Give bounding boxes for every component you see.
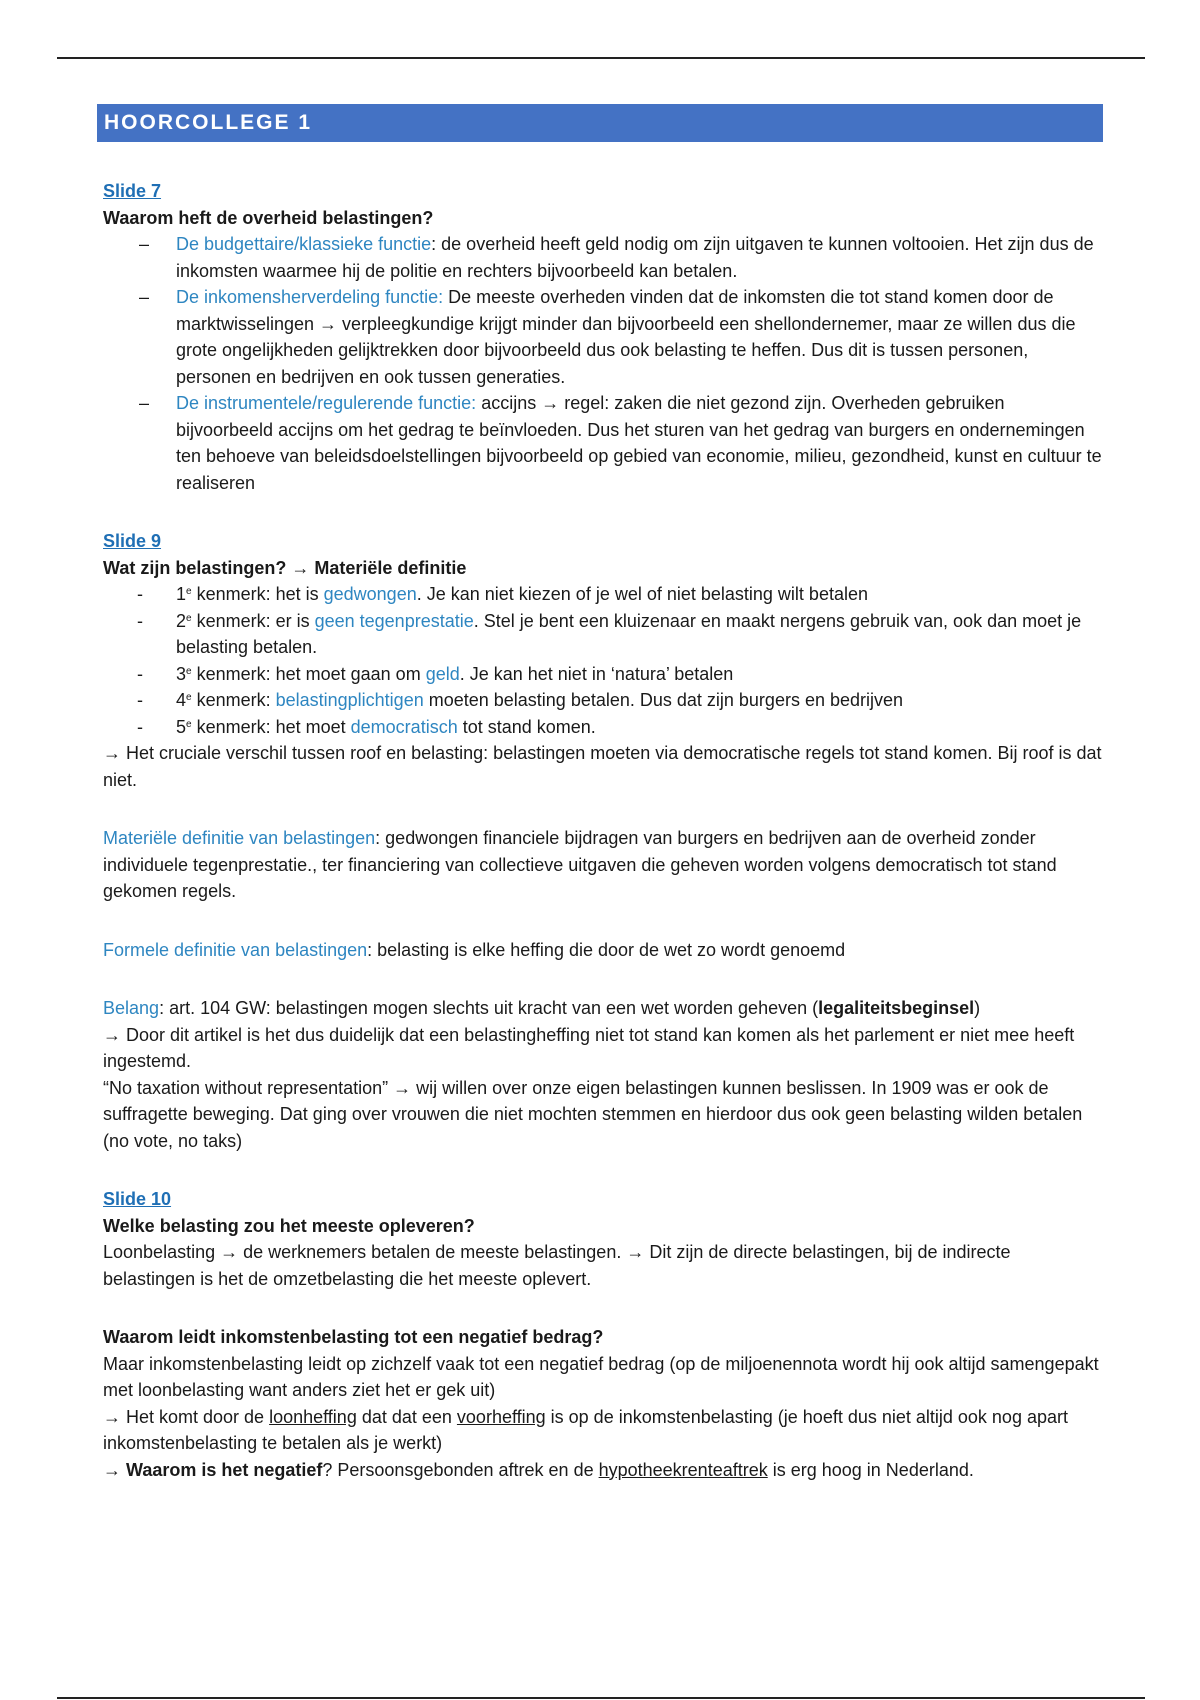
term: De inkomensherverdeling functie: [176, 287, 444, 307]
slide-10-section [103, 1186, 1103, 1483]
list-item: - 4e kenmerk: belastingplichtigen moeten belasting betalen. Dus dat zijn burgers en bedrijven [137, 690, 904, 710]
dash-bullet: – [139, 287, 150, 307]
slide-7-question: Waarom heft de overheid belastingen? [103, 207, 434, 228]
slide-7-link[interactable]: Slide 7 [103, 181, 162, 201]
list-item [103, 390, 1103, 496]
slide-10-question-2: Waarom leidt inkomstenbelasting tot een negatief bedrag? [103, 1327, 604, 1347]
slide-9-question: Wat zijn belastingen? → Materiële definitie [103, 557, 467, 578]
slide-7-section [103, 178, 1103, 496]
term: democratisch [350, 716, 458, 737]
materiele-definitie-paragraph: Materiële definitie van belastingen: gedwongen financiele bijdragen van burgers en bedrijven aan de overheid zonder individuele tegenprestatie., ter financiering van collectieve uitgaven die geheven worden volgens democratisch tot stand gekomen regels. [103, 828, 1057, 901]
slide-10-paragraph-3: → Waarom is het negatief? Persoonsgebonden aftrek en de hypotheekrenteaftrek is erg hoog in Nederland. [103, 1459, 974, 1480]
term: De budgettaire/klassieke functie [176, 234, 432, 254]
slide-10-paragraph-2: → Het komt door de loonheffing dat dat een voorheffing is op de inkomstenbelasting (je hoeft dus niet altijd ook nog apart inkomstenbelasting te betalen als je werkt) [103, 1406, 1068, 1453]
section-banner: HOORCOLLEGE 1 [97, 104, 1103, 142]
term: gedwongen [323, 584, 417, 604]
slide-9-link[interactable]: Slide 9 [103, 531, 162, 551]
list-item [103, 284, 1103, 390]
dash-bullet: – [139, 393, 150, 413]
list-item: - 5e kenmerk: het moet democratisch tot stand komen. [137, 716, 596, 737]
slide-9-section [103, 528, 1103, 1154]
item-text: De meeste overheden vinden dat de inkomsten die tot stand komen door de marktwisselingen → verpleegkundige krijgt minder dan bijvoorbeeld een shellondernemer, maar ze willen dus die grote ongelijkheden gelijktrekken door bijvoorbeeld dus ook belasting te heffen. Dus dit is tussen personen, personen en bedrijven en ook tussen generaties. [176, 287, 1076, 387]
list-item: - 3e kenmerk: het moet gaan om geld. Je kan het niet in ‘natura’ betalen [137, 663, 734, 684]
belang-line-3: “No taxation without representation” → wij willen over onze eigen belastingen kunnen beslissen. In 1909 was er ook de suffragette beweging. Dat ging over vrouwen die niet mochten stemmen en hierdoor dus ook geen belasting wilden betalen (no vote, no taks) [103, 1077, 1083, 1151]
list-item: - 1e kenmerk: het is gedwongen. Je kan niet kiezen of je wel of niet belasting wilt betalen [137, 584, 868, 604]
term: belastingplichtigen [275, 690, 424, 710]
belang-line-2: → Door dit artikel is het dus duidelijk dat een belastingheffing niet tot stand kan komen als het parlement er niet mee heeft ingestemd. [103, 1024, 1075, 1071]
top-rule [57, 57, 1145, 59]
slide-7-list [103, 231, 1103, 496]
dash-bullet: – [139, 234, 150, 254]
slide-10-answer: Loonbelasting → de werknemers betalen de meeste belastingen. → Dit zijn de directe belastingen, bij de indirecte belastingen is het de omzetbelasting die het meeste oplevert. [103, 1242, 1011, 1289]
slide-9-list [103, 581, 1103, 740]
term: geen tegenprestatie [314, 610, 474, 631]
term: geld [425, 663, 460, 684]
document-body [103, 104, 1103, 1483]
list-item [103, 231, 1103, 284]
item-text: : de overheid heeft geld nodig om zijn uitgaven te kunnen voltooien. Het zijn dus de inkomsten waarmee hij de politie en rechters bijvoorbeeld kan betalen. [176, 234, 1094, 281]
list-item: - 2e kenmerk: er is geen tegenprestatie. Stel je bent een kluizenaar en maakt nergens gebruik van, ook dan moet je belasting betalen. [137, 610, 1082, 657]
formele-definitie-paragraph: Formele definitie van belastingen: belasting is elke heffing die door de wet zo wordt genoemd [103, 939, 846, 960]
bottom-rule [57, 1697, 1145, 1699]
conclusion-paragraph: → Het cruciale verschil tussen roof en belasting: belastingen moeten via democratische regels tot stand komen. Bij roof is dat niet. [103, 743, 1102, 790]
term: De instrumentele/regulerende functie: [176, 393, 477, 413]
slide-10-link[interactable]: Slide 10 [103, 1189, 172, 1209]
slide-10-question: Welke belasting zou het meeste opleveren? [103, 1215, 475, 1236]
item-text: accijns → regel: zaken die niet gezond zijn. Overheden gebruiken bijvoorbeeld accijns om het gedrag te beïnvloeden. Dus het sturen van het gedrag van burgers en ondernemingen ten behoeve van beleidsdoelstellingen bijvoorbeeld op gebied van economie, milieu, gezondheid, kunst en cultuur te realiseren [176, 393, 1102, 493]
slide-10-paragraph-1: Maar inkomstenbelasting leidt op zichzelf vaak tot een negatief bedrag (op de miljoenennota wordt hij ook altijd samengepakt met loonbelasting want anders ziet het er gek uit) [103, 1353, 1099, 1400]
belang-paragraph: Belang: art. 104 GW: belastingen mogen slechts uit kracht van een wet worden geheven (legaliteitsbeginsel) [103, 998, 981, 1018]
